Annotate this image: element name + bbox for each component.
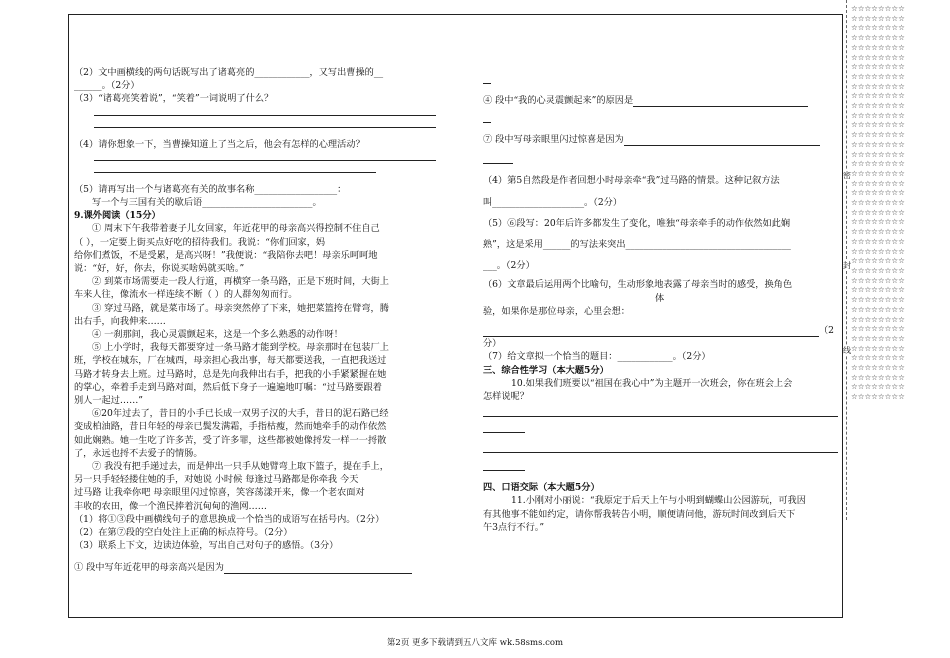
star-row: ☆☆☆☆☆☆☆☆ — [851, 217, 905, 227]
answer-blank[interactable] — [624, 145, 820, 146]
seal-mark-xian: 线 — [843, 346, 851, 355]
star-row: ☆☆☆☆☆☆☆☆ — [851, 110, 905, 120]
section3-title: 三、综合性学习（本大题5分） — [483, 364, 609, 376]
star-row: ☆☆☆☆☆☆☆☆ — [851, 295, 905, 305]
r6-answer-row — [483, 324, 838, 337]
para7-line: ⑦ 我没有把手递过去，而是伸出一只手从她臂弯上取下篮子，提在手上， — [92, 461, 389, 473]
star-row: ☆☆☆☆☆☆☆☆ — [851, 4, 905, 13]
q4-text: （4）请你想象一下，当曹操知道上了当之后，他会有怎样的心理活动？ — [74, 138, 365, 150]
star-row: ☆☆☆☆☆☆☆☆ — [851, 198, 905, 208]
para3-line: 出右手，向我伸来…… — [74, 315, 166, 327]
answer-blank[interactable] — [483, 336, 819, 337]
para5-line: ⑤ 上小学时，我每天都要穿过一条马路才能到学校。母亲那时在包装厂上 — [92, 342, 389, 354]
r6-line: （6）文章最后运用两个比喻句，生动形象地表露了母亲当时的感受，换角色 — [483, 279, 793, 291]
para5-line: 别人一起过……” — [74, 395, 144, 407]
star-row: ☆☆☆☆☆☆☆☆ — [851, 101, 905, 111]
a7-row — [483, 133, 838, 146]
r6-line: 分） — [483, 338, 502, 350]
q2-text-cont: ______。（2分） — [74, 80, 140, 92]
para1-line: 说：“好，好，你去，你说买啥妈就买啥。” — [74, 263, 245, 275]
star-row: ☆☆☆☆☆☆☆☆ — [851, 149, 905, 159]
seal-mark-feng: 封 — [843, 261, 851, 270]
para6-line: 如此娴熟。她一生吃了许多苦，受了许多罪，这些都被她像捋发一样一一捋散 — [74, 434, 387, 446]
star-row: ☆☆☆☆☆☆☆☆ — [851, 130, 905, 140]
para2-line: 车来人往，像流水一样连续不断（ ）的人群匆匆而行。 — [74, 289, 298, 301]
subq3-item1 — [74, 561, 436, 574]
star-row: ☆☆☆☆☆☆☆☆ — [851, 207, 905, 217]
q2-text: （2）文中画横线的两句话既写出了诸葛亮的____________，又写出曹操的__ — [74, 67, 384, 78]
star-row: ☆☆☆☆☆☆☆☆ — [851, 382, 905, 392]
right-column — [483, 14, 838, 534]
star-row: ☆☆☆☆☆☆☆☆ — [851, 236, 905, 246]
star-row: ☆☆☆☆☆☆☆☆ — [851, 42, 905, 52]
star-row: ☆☆☆☆☆☆☆☆ — [851, 275, 905, 285]
para6-line: ⑥20年过去了，昔日的小手已长成一双男子汉的大手，昔日的泥石路已经 — [92, 408, 389, 420]
a7-label: ⑦ 段中写母亲眼里闪过惊喜是因为 — [483, 134, 624, 146]
para3-line: ③ 穿过马路，就是菜市场了。母亲突然停了下来，她把菜篮挎在臂弯，腾 — [92, 302, 389, 314]
r5-line: 熟”，这是采用______的写法来突出____________________________________ — [483, 239, 791, 251]
star-row: ☆☆☆☆☆☆☆☆ — [851, 343, 905, 353]
answer-line[interactable] — [483, 469, 525, 471]
star-row: ☆☆☆☆☆☆☆☆ — [851, 256, 905, 266]
r4-line: 叫____________________。（2分） — [483, 196, 623, 208]
subq1-text: （1）将①③段中画横线句子的意思换成一个恰当的成语写在括号内。（2分） — [74, 513, 385, 525]
star-row: ☆☆☆☆☆☆☆☆ — [851, 71, 905, 81]
para2-line: ② 到菜市场需要走一段人行道，再横穿一条马路，正是下班时间，大街上 — [92, 276, 389, 288]
star-row: ☆☆☆☆☆☆☆☆ — [851, 33, 905, 43]
star-row: ☆☆☆☆☆☆☆☆ — [851, 265, 905, 275]
star-border — [851, 4, 931, 402]
star-row: ☆☆☆☆☆☆☆☆ — [851, 159, 905, 169]
answer-line[interactable] — [483, 121, 491, 123]
para7-line: 丰收的农田，像一个渔民捧着沉甸甸的渔网…… — [74, 500, 267, 512]
r5-line: （5）⑥段写：20年后许多都发生了变化，唯独“母亲牵手的动作依然如此娴 — [483, 217, 791, 229]
star-row: ☆☆☆☆☆☆☆☆ — [851, 139, 905, 149]
q11-line: 午3点行不行。” — [483, 521, 545, 533]
left-column — [74, 14, 436, 574]
star-row: ☆☆☆☆☆☆☆☆ — [851, 324, 905, 334]
answer-line[interactable] — [94, 171, 376, 173]
answer-line[interactable] — [94, 126, 436, 128]
r4-line: （4）第5自然段是作者回想小时母亲牵“我”过马路的情景。这种记叙方法 — [483, 175, 780, 187]
para5-line: 班，学校在城东，厂在城西，母亲担心我出事，每天都要送我，一直把我送过 — [74, 355, 387, 367]
para1-line: （ ），一定要上街买点好吃的招待我们。我说：“你们回家，妈 — [74, 236, 326, 248]
q11-line: 11.小刚对小丽说：“我原定于后天上午与小明到蝴蝶山公园游玩，可我因 — [511, 495, 806, 507]
star-row: ☆☆☆☆☆☆☆☆ — [851, 363, 905, 373]
para7-line: 过马路 让我牵你吧 母亲眼里闪过惊喜，笑容荡漾开来，像一个老农面对 — [74, 487, 365, 499]
section4-title: 四、口语交际（本大题5分） — [483, 482, 600, 494]
a4-row — [483, 94, 838, 107]
q5-text-cont: 写一个与三国有关的歇后语________________________。 — [92, 197, 322, 209]
answer-line[interactable] — [94, 159, 436, 161]
answer-blank[interactable] — [633, 106, 808, 107]
page-footer: 第2页 更多下载请到五八文库 wk.58sms.com — [386, 638, 564, 648]
answer-line[interactable] — [483, 431, 525, 433]
subq2-text: （2）在第⑦段的空白处注上正确的标点符号。（2分） — [74, 527, 293, 539]
section9-title: 9.课外阅读（15分） — [74, 210, 161, 222]
r6-line: 体 — [655, 292, 665, 304]
seal-mark-mi: 密 — [843, 171, 851, 180]
star-row: ☆☆☆☆☆☆☆☆ — [851, 188, 905, 198]
r7-line: （7）给文章拟一个恰当的题目：____________。（2分） — [483, 351, 711, 363]
star-row: ☆☆☆☆☆☆☆☆ — [851, 333, 905, 343]
star-row: ☆☆☆☆☆☆☆☆ — [851, 285, 905, 295]
star-row: ☆☆☆☆☆☆☆☆ — [851, 168, 905, 178]
star-row: ☆☆☆☆☆☆☆☆ — [851, 372, 905, 382]
para6-line: 了，永远也捋不去爱子的情肠。 — [74, 447, 203, 459]
q5-text: （5）请再写出一个与诸葛亮有关的故事名称__________________： — [74, 183, 347, 195]
para4-line: ④ 一刹那间，我心灵震颤起来，这是一个多么熟悉的动作呀！ — [92, 329, 343, 341]
para1-line: ① 周末下午我带着妻子儿女回家，年近花甲的母亲高兴得控制不住自己 — [92, 223, 380, 235]
q10-line: 10.如果我们班要以“祖国在我心中”为主题开一次班会，你在班会上会 — [511, 377, 793, 389]
star-row: ☆☆☆☆☆☆☆☆ — [851, 353, 905, 363]
para5-line: 马路才转身去上班。过马路时，总是先向我伸出右手，把我的小手紧紧握在她 — [74, 368, 387, 380]
para5-line: 的掌心，牵着手走到马路对面，然后低下身子一遍遍地叮嘱：“过马路要跟着 — [74, 381, 382, 393]
star-row: ☆☆☆☆☆☆☆☆ — [851, 23, 905, 33]
star-row: ☆☆☆☆☆☆☆☆ — [851, 246, 905, 256]
r5-line: ___。（2分） — [483, 260, 535, 272]
star-row: ☆☆☆☆☆☆☆☆ — [851, 227, 905, 237]
answer-line[interactable] — [94, 114, 436, 116]
subq3-item1-label: ① 段中写年近花甲的母亲高兴是因为 — [74, 561, 224, 573]
answer-blank[interactable] — [224, 573, 412, 574]
star-row: ☆☆☆☆☆☆☆☆ — [851, 120, 905, 130]
subq3-text: （3）联系上下文，边读边体验，写出自己对句子的感悟。（3分） — [74, 540, 339, 552]
q11-line: 有其他事不能如约定，请你帮我转告小明，顺便请问他，游玩时间改到后天下 — [483, 508, 796, 520]
answer-line[interactable] — [483, 451, 838, 453]
r6-score: （2 — [819, 325, 835, 337]
para6-line: 变成柏油路，昔日年轻的母亲已鬓发满霜，手指枯瘦，然而她牵手的动作依然 — [74, 421, 387, 433]
answer-line[interactable] — [483, 82, 491, 84]
answer-line[interactable] — [483, 162, 513, 164]
star-row: ☆☆☆☆☆☆☆☆ — [851, 81, 905, 91]
star-row: ☆☆☆☆☆☆☆☆ — [851, 91, 905, 101]
para7-line: 另一只手轻轻搂住她的手，对她说 小时候 每逢过马路都是你牵我 今天 — [74, 474, 359, 486]
star-row: ☆☆☆☆☆☆☆☆ — [851, 314, 905, 324]
star-row: ☆☆☆☆☆☆☆☆ — [851, 62, 905, 72]
r6-line: 验，如果你是那位母亲，心里会想： — [483, 305, 630, 317]
star-row: ☆☆☆☆☆☆☆☆ — [851, 52, 905, 62]
a4-label: ④ 段中“我的心灵震颤起来”的原因是 — [483, 95, 634, 106]
answer-line[interactable] — [483, 415, 838, 417]
star-row: ☆☆☆☆☆☆☆☆ — [851, 304, 905, 314]
q3-text: （3）“诸葛亮笑着说”，“笑着”一词说明了什么？ — [74, 93, 274, 105]
q10-line: 怎样说呢？ — [483, 391, 529, 403]
star-row: ☆☆☆☆☆☆☆☆ — [851, 13, 905, 23]
star-row: ☆☆☆☆☆☆☆☆ — [851, 392, 905, 402]
para1-line: 给你们煮饭，不是受累，是高兴呀！”我便说：“我陪你去吧！母亲乐呵呵地 — [74, 249, 378, 261]
star-row: ☆☆☆☆☆☆☆☆ — [851, 178, 905, 188]
